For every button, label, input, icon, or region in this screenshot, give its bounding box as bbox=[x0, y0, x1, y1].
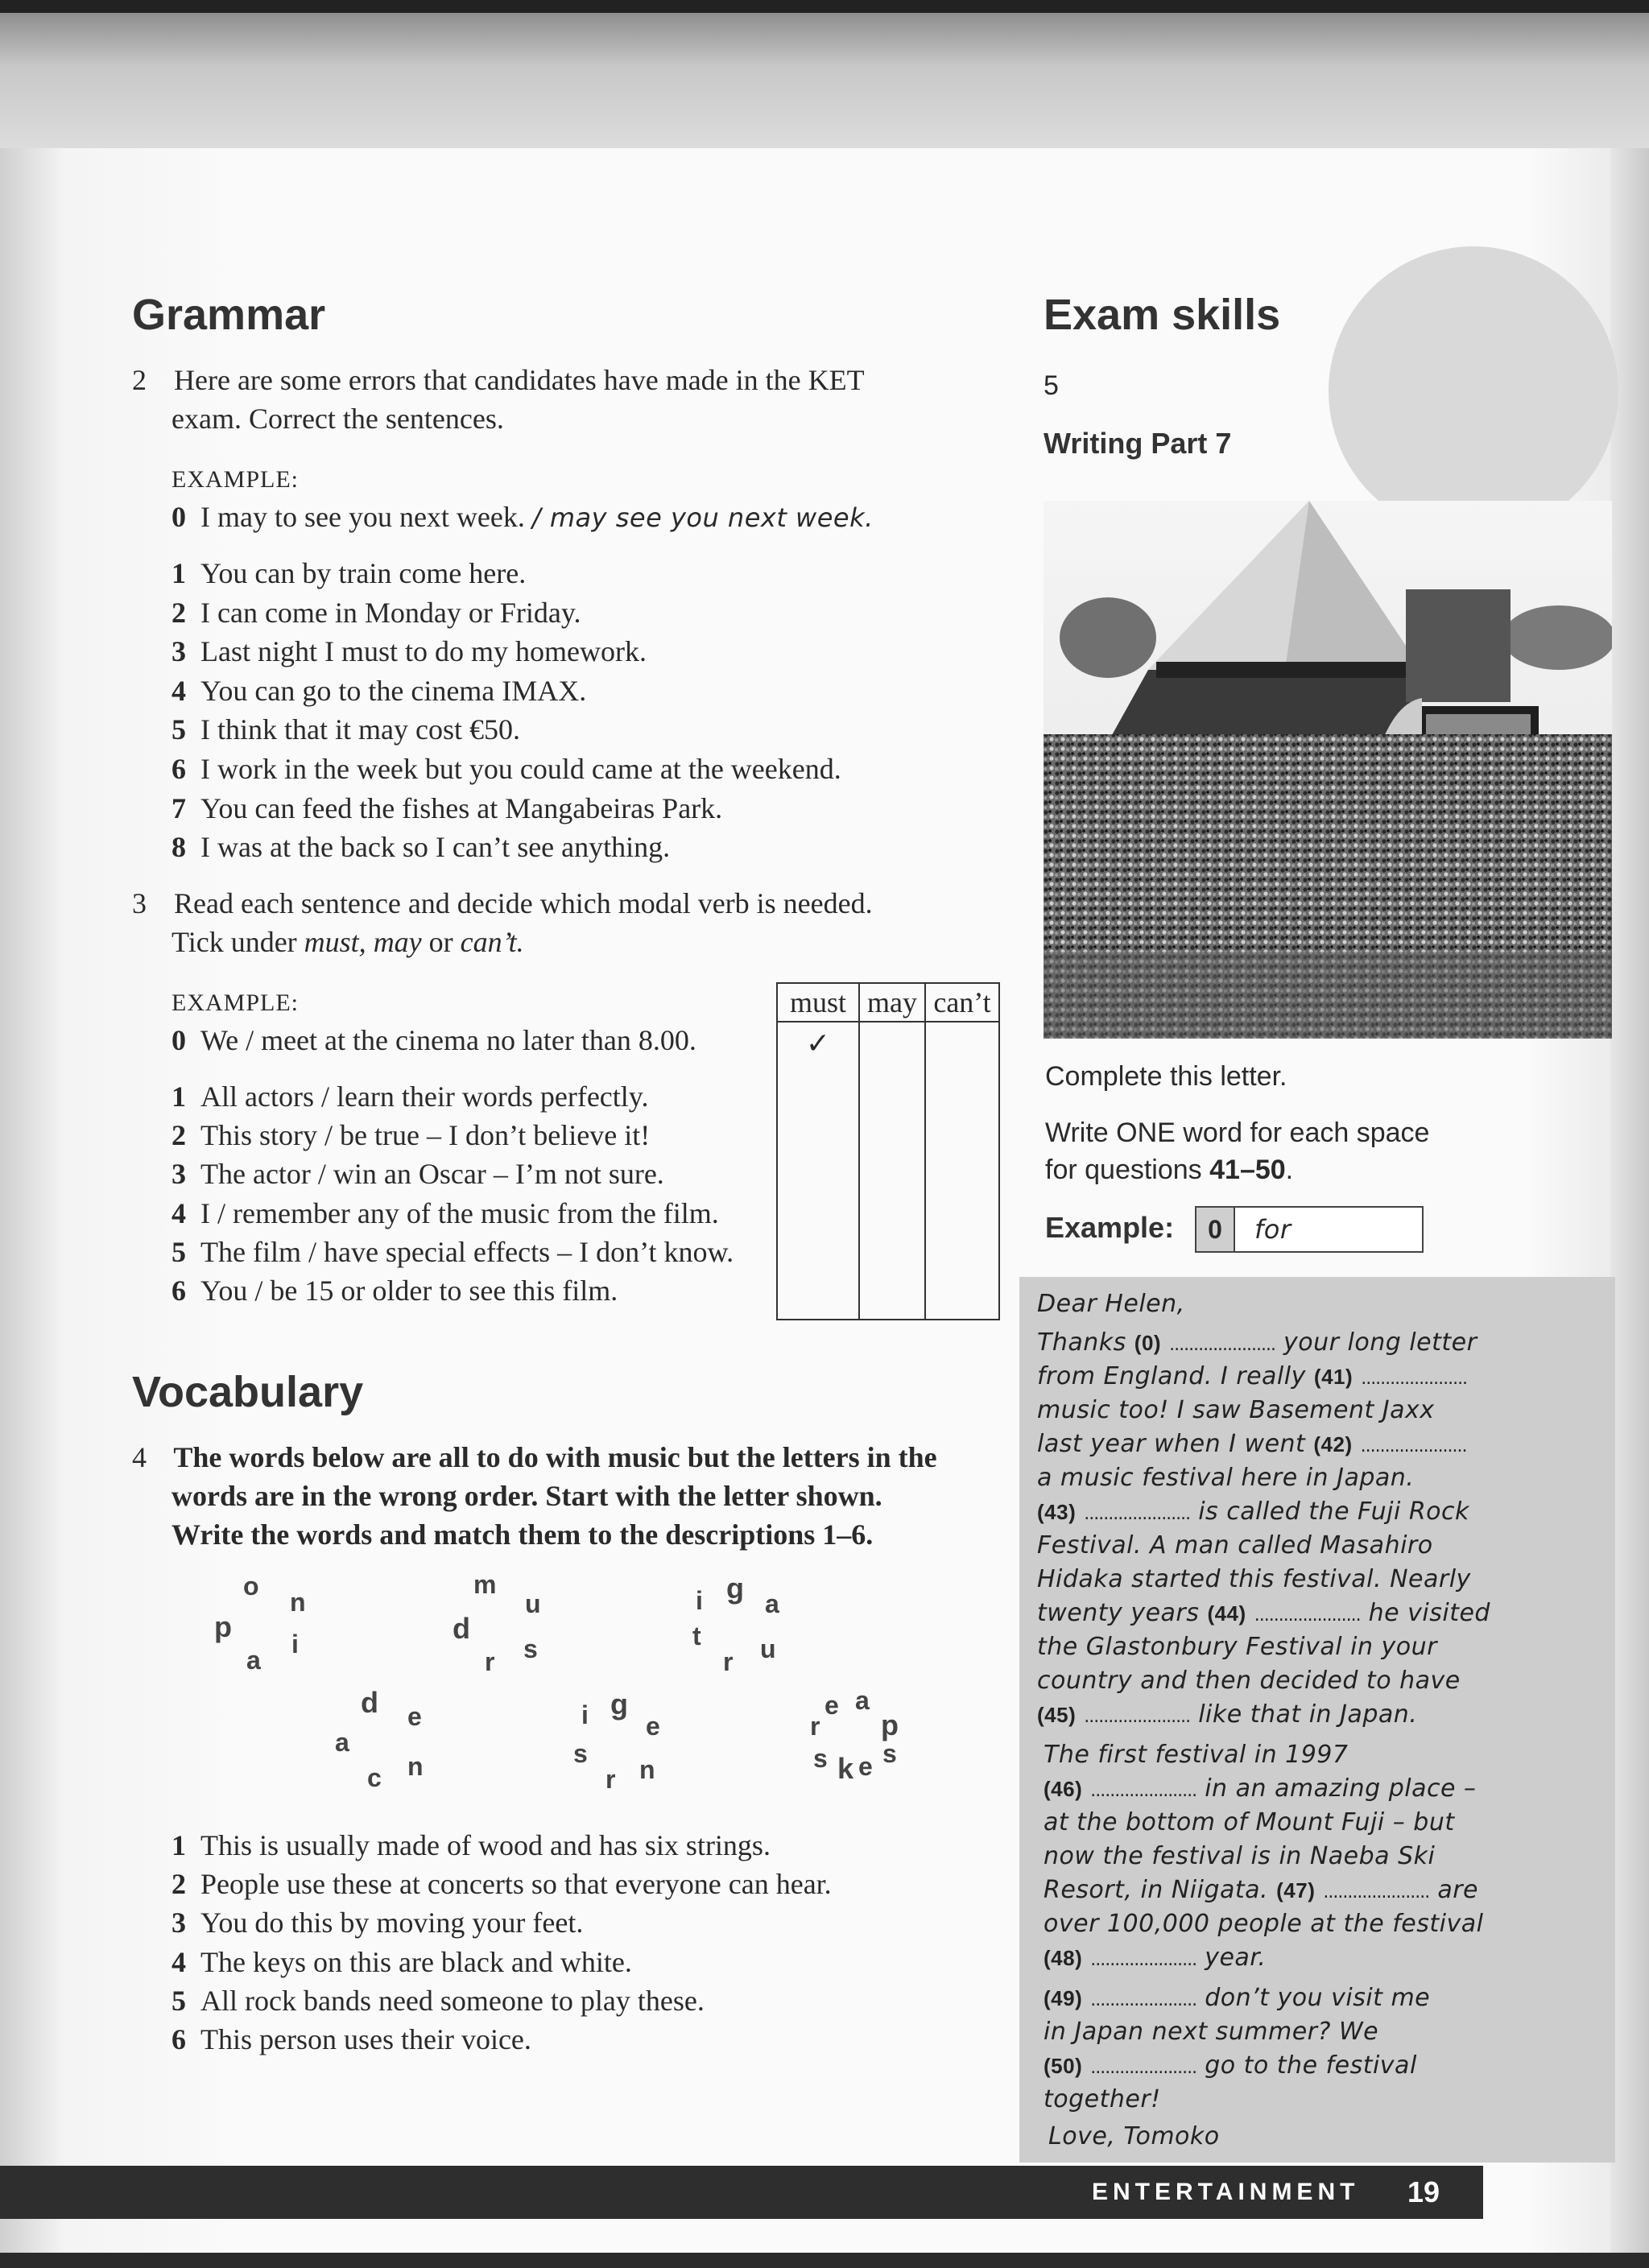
item-text: I think that it may cost €50. bbox=[200, 713, 520, 746]
letter-line: now the festival is in Naeba Ski bbox=[1044, 1842, 1436, 1870]
modal-tick-table bbox=[776, 982, 1000, 1320]
exercise-item bbox=[172, 554, 526, 593]
blank-number: (41) bbox=[1313, 1365, 1354, 1389]
scramble-letter: t bbox=[692, 1621, 701, 1650]
letter-text: don’t you visit me bbox=[1205, 1984, 1431, 2012]
item-number: 6 bbox=[172, 2023, 186, 2055]
q4-instruction-text: The words below are all to do with music but the letters in the bbox=[173, 1441, 937, 1473]
letter-text: go to the festival bbox=[1205, 2051, 1417, 2080]
scramble-letter: e bbox=[824, 1691, 839, 1720]
letter-text: last year when I went bbox=[1037, 1430, 1306, 1458]
item-number: 7 bbox=[172, 791, 186, 824]
letter-line: the Glastonbury Festival in your bbox=[1037, 1633, 1437, 1661]
scramble-letter: a bbox=[335, 1728, 349, 1757]
item-text: You do this by moving your feet. bbox=[200, 1907, 584, 1940]
col-cant: can’t bbox=[925, 983, 999, 1022]
exam-skills-heading: Exam skills bbox=[1044, 291, 1281, 339]
scramble-letter: s bbox=[882, 1739, 897, 1768]
page-number: 19 bbox=[1407, 2175, 1440, 2208]
scramble-letter: d bbox=[361, 1686, 378, 1719]
q2-example bbox=[172, 498, 874, 537]
blank-number: (42) bbox=[1313, 1432, 1353, 1456]
exercise-item bbox=[172, 1155, 664, 1193]
exercise-item bbox=[172, 789, 722, 828]
col-may: may bbox=[859, 983, 925, 1022]
q3-instr-or: or bbox=[421, 926, 461, 958]
letter-line bbox=[1037, 1496, 1469, 1531]
letter-line: at the bottom of Mount Fuji – but bbox=[1044, 1808, 1455, 1836]
scramble-letter: k bbox=[837, 1752, 854, 1785]
letter-line bbox=[1044, 1942, 1266, 1977]
letter-line bbox=[1037, 1699, 1417, 1733]
exercise-item bbox=[172, 1077, 648, 1116]
blank-number: (47) bbox=[1276, 1878, 1316, 1902]
q4-instruction-line2: words are in the wrong order. Start with the letter shown. bbox=[172, 1480, 882, 1512]
exercise-item bbox=[172, 671, 586, 710]
letter-line: over 100,000 people at the festival bbox=[1044, 1910, 1484, 1938]
scramble-letter: e bbox=[407, 1702, 422, 1731]
item-text: I was at the back so I can’t see anything. bbox=[200, 831, 671, 864]
scramble-letter: g bbox=[726, 1572, 744, 1605]
letter-text: is called the Fuji Rock bbox=[1198, 1498, 1469, 1526]
item-text: I work in the week but you could came at the weekend. bbox=[200, 753, 841, 785]
item-number: 4 bbox=[172, 1945, 186, 1978]
tick-cell[interactable] bbox=[777, 1064, 859, 1320]
letter-line: Hidaka started this festival. Nearly bbox=[1037, 1565, 1471, 1593]
letter-line bbox=[1044, 2050, 1417, 2084]
q2-instruction-line1 bbox=[132, 361, 865, 399]
exercise-item bbox=[172, 1194, 719, 1233]
letter-line bbox=[1037, 1327, 1477, 1361]
q3-instruction-line2 bbox=[172, 923, 524, 961]
exercise-item bbox=[172, 1233, 734, 1271]
scan-right-shadow bbox=[1610, 148, 1649, 2268]
item-text: You / be 15 or older to see this film. bbox=[200, 1274, 618, 1307]
q4-instruction-line1 bbox=[132, 1438, 937, 1477]
scramble-letter: s bbox=[573, 1739, 588, 1768]
letter-greeting: Dear Helen, bbox=[1037, 1290, 1185, 1318]
scan-top-edge bbox=[0, 0, 1649, 13]
q2-example-num: 0 bbox=[172, 501, 186, 533]
q3-example-text: We / meet at the cinema no later than 8.00. bbox=[200, 1024, 696, 1056]
scramble-letter: e bbox=[858, 1752, 873, 1781]
q3-example bbox=[172, 1021, 696, 1060]
scramble-letter: u bbox=[760, 1634, 776, 1663]
scan-top-shadow bbox=[0, 13, 1649, 148]
item-text: I / remember any of the music from the film. bbox=[200, 1196, 719, 1229]
item-text: The keys on this are black and white. bbox=[200, 1945, 632, 1978]
letter-text: year. bbox=[1205, 1944, 1267, 1972]
item-number: 3 bbox=[172, 1158, 186, 1191]
question-range: 41–50 bbox=[1209, 1155, 1286, 1185]
scramble-letter: a bbox=[765, 1589, 779, 1618]
festival-photo bbox=[1044, 501, 1612, 1039]
item-number: 2 bbox=[172, 596, 186, 629]
answer-blank[interactable]: ...................... bbox=[1361, 1369, 1468, 1389]
exercise-item bbox=[172, 1271, 618, 1310]
scramble-letter: p bbox=[881, 1708, 899, 1741]
exercise-item bbox=[172, 2020, 531, 2059]
footer-section-name: ENTERTAINMENT bbox=[1092, 2179, 1360, 2205]
q3-example-label: EXAMPLE: bbox=[172, 989, 299, 1016]
item-text: All actors / learn their words perfectly. bbox=[200, 1080, 649, 1113]
tick-cell[interactable] bbox=[925, 1022, 999, 1064]
q2-number: 2 bbox=[132, 364, 147, 396]
answer-blank[interactable]: ...................... bbox=[1090, 1990, 1197, 2010]
q3-example-num: 0 bbox=[172, 1024, 186, 1056]
item-text: You can feed the fishes at Mangabeiras Park. bbox=[200, 791, 723, 824]
exercise-item bbox=[172, 1981, 705, 2020]
exercise-item bbox=[172, 593, 581, 632]
q2-example-text: I may to see you next week. bbox=[200, 501, 525, 533]
scramble-letter: n bbox=[407, 1752, 424, 1781]
col-must: must bbox=[777, 983, 859, 1022]
instruction-questions-end: . bbox=[1285, 1155, 1294, 1185]
item-text: This story / be true – I don’t believe it! bbox=[200, 1119, 651, 1152]
letter-line: The first festival in 1997 bbox=[1044, 1741, 1349, 1769]
letter-text: are bbox=[1437, 1876, 1478, 1904]
scramble-letter: p bbox=[214, 1610, 232, 1643]
scramble-letter: n bbox=[290, 1588, 306, 1617]
answer-blank[interactable]: ...................... bbox=[1090, 2058, 1197, 2078]
answer-blank[interactable]: ...................... bbox=[1090, 1781, 1197, 1801]
item-number: 3 bbox=[172, 635, 186, 668]
item-number: 1 bbox=[172, 1080, 186, 1113]
item-number: 8 bbox=[172, 831, 186, 864]
letter-line bbox=[1037, 1361, 1467, 1395]
answer-blank[interactable]: ...................... bbox=[1254, 1605, 1361, 1626]
instruction-complete: Complete this letter. bbox=[1045, 1061, 1287, 1092]
scramble-letter: a bbox=[855, 1686, 870, 1715]
letter-line bbox=[1044, 1982, 1430, 2017]
answer-blank[interactable]: ...................... bbox=[1360, 1436, 1467, 1456]
letter-line: a music festival here in Japan. bbox=[1037, 1464, 1415, 1492]
instruction-questions-pre: for questions bbox=[1045, 1155, 1210, 1185]
blank-number: (49) bbox=[1044, 1986, 1083, 2010]
q3-instr-pre: Tick under bbox=[172, 926, 304, 958]
writing-part-subtitle: Writing Part 7 bbox=[1044, 427, 1232, 460]
item-number: 4 bbox=[172, 674, 186, 707]
item-text: All rock bands need someone to play these. bbox=[200, 1984, 705, 2017]
tick-cell[interactable] bbox=[859, 1022, 925, 1064]
item-number: 4 bbox=[172, 1196, 186, 1229]
tick-cell[interactable] bbox=[925, 1064, 999, 1320]
exam-number: 5 bbox=[1044, 370, 1059, 401]
exercise-item bbox=[172, 1865, 832, 1903]
scramble-letter: r bbox=[810, 1712, 820, 1741]
letter-signoff: Love, Tomoko bbox=[1048, 2122, 1220, 2150]
blank-number: (50) bbox=[1044, 2054, 1083, 2078]
scramble-letter: o bbox=[243, 1572, 259, 1601]
item-number: 5 bbox=[172, 713, 186, 746]
item-text: People use these at concerts so that everyone can hear. bbox=[200, 1868, 832, 1901]
item-text: You can by train come here. bbox=[200, 557, 527, 589]
q2-instruction-line2: exam. Correct the sentences. bbox=[172, 403, 504, 435]
item-number: 5 bbox=[172, 1984, 186, 2017]
scramble-letter: s bbox=[523, 1634, 538, 1663]
letter-text: he visited bbox=[1368, 1599, 1490, 1627]
example-answer: for bbox=[1254, 1214, 1292, 1245]
item-number: 3 bbox=[172, 1907, 186, 1940]
instruction-one-word: Write ONE word for each space bbox=[1045, 1117, 1430, 1148]
scramble-letter: i bbox=[291, 1630, 299, 1659]
example-number: 0 bbox=[1196, 1208, 1235, 1251]
letter-line bbox=[1044, 1773, 1476, 1807]
letter-line bbox=[1044, 1874, 1478, 1909]
answer-blank[interactable]: ...................... bbox=[1169, 1335, 1275, 1355]
scramble-letter: i bbox=[581, 1700, 589, 1729]
letter-line bbox=[1037, 1428, 1467, 1463]
scramble-letter: m bbox=[473, 1570, 497, 1599]
q4-instruction-line3: Write the words and match them to the descriptions 1–6. bbox=[172, 1518, 874, 1551]
exercise-item bbox=[172, 632, 647, 671]
letter-text: Thanks bbox=[1037, 1328, 1126, 1357]
item-text: This person uses their voice. bbox=[200, 2023, 531, 2055]
answer-blank[interactable]: ...................... bbox=[1084, 1504, 1191, 1524]
letter-text: your long letter bbox=[1283, 1328, 1477, 1357]
item-text: You can go to the cinema IMAX. bbox=[200, 674, 587, 707]
item-number: 2 bbox=[172, 1119, 186, 1152]
exercise-item bbox=[172, 1826, 771, 1865]
scramble-letter: n bbox=[639, 1755, 655, 1784]
letter-text: from England. I really bbox=[1037, 1362, 1306, 1390]
item-number: 2 bbox=[172, 1868, 186, 1901]
instruction-questions bbox=[1045, 1155, 1293, 1186]
letter-line: music too! I saw Basement Jaxx bbox=[1037, 1396, 1435, 1424]
blank-number: (46) bbox=[1044, 1777, 1083, 1801]
grammar-heading: Grammar bbox=[132, 291, 326, 339]
q2-instruction-text: Here are some errors that candidates have made in the KET bbox=[174, 364, 865, 396]
item-number: 6 bbox=[172, 753, 186, 785]
letter-line: together! bbox=[1044, 2085, 1161, 2113]
q3-instr-cant: can’t. bbox=[460, 926, 524, 958]
letter-text: twenty years bbox=[1037, 1599, 1200, 1627]
answer-blank[interactable]: ...................... bbox=[1084, 1707, 1191, 1727]
q3-instruction-text: Read each sentence and decide which modal verb is needed. bbox=[174, 887, 873, 919]
letter-text: like that in Japan. bbox=[1198, 1700, 1418, 1729]
scramble-letter: d bbox=[453, 1612, 470, 1645]
scramble-letter: c bbox=[367, 1763, 382, 1792]
scan-bottom-edge bbox=[0, 2253, 1649, 2268]
scramble-letter: e bbox=[646, 1712, 660, 1741]
item-text: I can come in Monday or Friday. bbox=[200, 596, 581, 629]
q3-instruction-line1 bbox=[132, 884, 873, 923]
unit-number-watermark bbox=[1329, 246, 1618, 536]
item-number: 1 bbox=[172, 557, 186, 589]
q2-example-answer: / may see you next week. bbox=[531, 502, 874, 533]
blank-number: (0) bbox=[1134, 1331, 1162, 1355]
scramble-letter: r bbox=[723, 1647, 734, 1676]
letter-text: Resort, in Niigata. bbox=[1044, 1876, 1269, 1904]
exercise-item bbox=[172, 1943, 632, 1981]
letter-line: country and then decided to have bbox=[1037, 1667, 1461, 1695]
exercise-item bbox=[172, 1903, 583, 1942]
scramble-letter: g bbox=[610, 1688, 628, 1721]
q4-number: 4 bbox=[132, 1441, 147, 1473]
example-tick: ✓ bbox=[777, 1022, 859, 1064]
letter-line: in Japan next summer? We bbox=[1044, 2018, 1379, 2046]
q3-instr-may: may bbox=[373, 926, 422, 958]
item-text: This is usually made of wood and has six strings. bbox=[200, 1829, 771, 1861]
item-number: 5 bbox=[172, 1235, 186, 1268]
exercise-item bbox=[172, 1116, 650, 1155]
vocabulary-heading: Vocabulary bbox=[132, 1368, 364, 1416]
scramble-letter: a bbox=[246, 1646, 261, 1675]
item-number: 1 bbox=[172, 1829, 186, 1861]
scramble-letter: u bbox=[525, 1589, 541, 1618]
letter-text: in an amazing place – bbox=[1205, 1774, 1477, 1803]
answer-blank[interactable]: ...................... bbox=[1323, 1882, 1430, 1902]
blank-number: (43) bbox=[1037, 1500, 1077, 1524]
item-text: Last night I must to do my homework. bbox=[200, 635, 647, 668]
exercise-item bbox=[172, 750, 841, 788]
item-text: The film / have special effects – I don’t know. bbox=[200, 1235, 734, 1268]
blank-number: (45) bbox=[1037, 1703, 1077, 1727]
example-answer-box bbox=[1195, 1206, 1424, 1253]
scramble-letter: r bbox=[605, 1765, 616, 1794]
tick-cell[interactable] bbox=[859, 1064, 925, 1320]
q2-example-label: EXAMPLE: bbox=[172, 466, 299, 493]
answer-blank[interactable]: ...................... bbox=[1090, 1950, 1197, 1970]
letter-line: Festival. A man called Masahiro bbox=[1037, 1531, 1433, 1560]
q3-number: 3 bbox=[132, 887, 147, 919]
exercise-item bbox=[172, 828, 670, 866]
letter-line bbox=[1037, 1597, 1490, 1632]
scramble-letter: r bbox=[485, 1647, 495, 1676]
blank-number: (44) bbox=[1207, 1601, 1246, 1626]
item-number: 6 bbox=[172, 1274, 186, 1307]
scramble-letter: s bbox=[813, 1744, 828, 1773]
scramble-letter: i bbox=[696, 1586, 703, 1615]
q3-instr-must: must, bbox=[304, 926, 366, 958]
item-text: The actor / win an Oscar – I’m not sure. bbox=[200, 1158, 664, 1191]
exercise-item bbox=[172, 710, 520, 749]
blank-number: (48) bbox=[1044, 1946, 1083, 1970]
example-label: Example: bbox=[1045, 1211, 1175, 1244]
